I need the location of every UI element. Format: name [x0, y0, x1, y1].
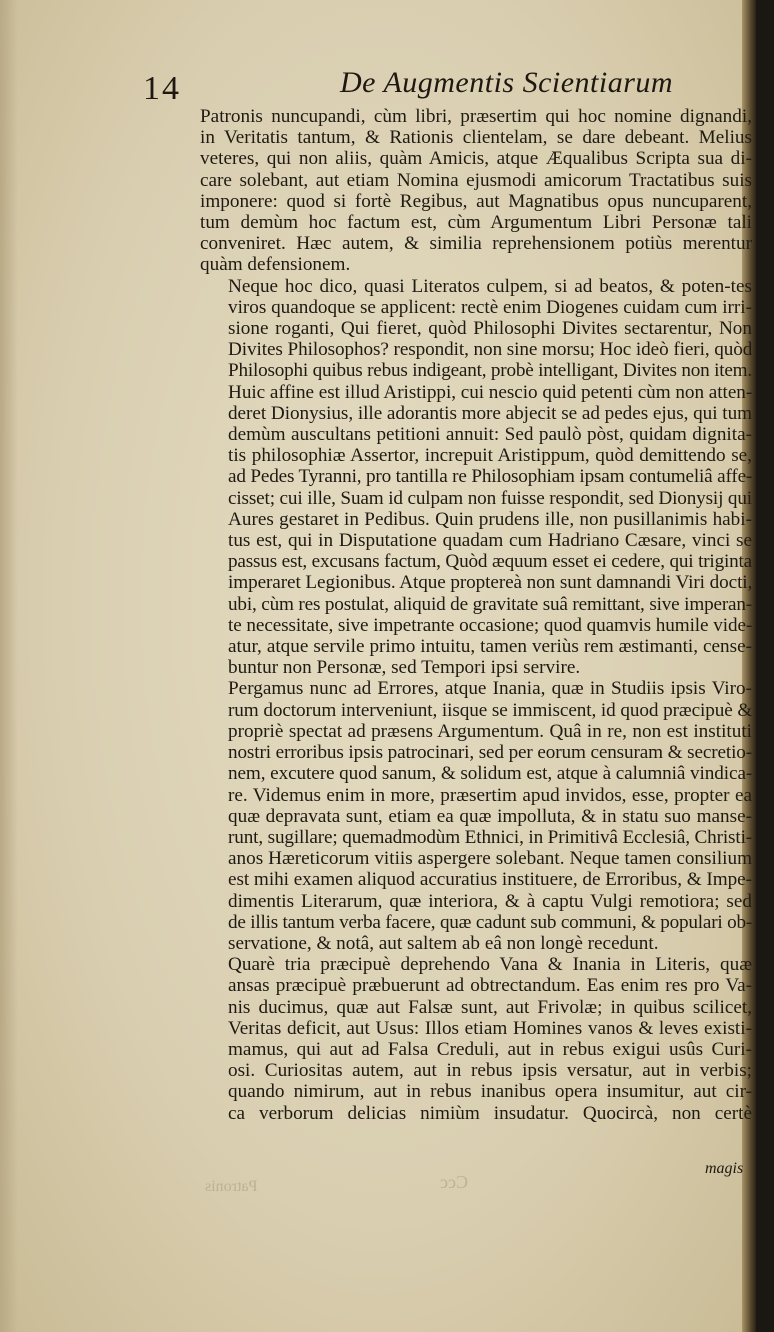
text-line: sione roganti, Qui fieret, quòd Philosophi Divites sectarentur, Non: [228, 318, 752, 340]
running-title: De Augmentis Scientiarum: [340, 66, 674, 99]
catchword: magis: [705, 1160, 744, 1177]
paragraph-1: [200, 106, 752, 276]
text-line: quæ depravata sunt, etiam ea quæ impolluta, & in statu suo manse-: [228, 805, 752, 827]
text-line: mamus, qui aut ad Falsa Creduli, aut in rebus exigui usûs Curi-: [228, 1038, 752, 1060]
text-line: tus est, qui in Disputatione quadam cum Hadriano Cæsare, vinci se: [228, 530, 752, 552]
text-line: ubi, cùm res postulat, aliquid de gravitate suâ remittant, sive imperan-: [228, 593, 752, 615]
text-line: Pergamus nunc ad Errores, atque Inania, quæ in Studiis ipsis Viro-: [228, 678, 752, 700]
bleed-through-text: Patronis: [205, 1178, 258, 1195]
paragraph-4: [200, 954, 752, 1124]
text-line: servatione, & notâ, aut saltem ab eâ non longè recedunt.: [228, 932, 659, 954]
text-line: tum demùm hoc factum est, cùm Argumentum Libri Personæ tali: [200, 212, 752, 234]
text-line: dimentis Literarum, quæ interiora, & à captu Vulgi remotiora; sed: [228, 890, 752, 912]
text-line: te necessitate, sive impetrante occasione; quod quamvis humile vide-: [228, 614, 753, 636]
text-line: ca verborum delicias nimiùm insudatur. Quocircà, non certè: [228, 1102, 752, 1124]
text-line: imponere: quod si fortè Regibus, aut Magnatibus opus nuncuparent,: [200, 190, 752, 212]
text-line: passus est, excusans factum, Quòd æquum esset ei cedere, qui triginta: [228, 551, 752, 573]
text-line: deret Dionysius, ille adorantis more abjecit se ad pedes ejus, qui tum: [228, 402, 752, 424]
text-line: conveniret. Hæc autem, & similia reprehensionem potiùs merentur: [200, 233, 752, 255]
text-line: est mihi examen aliquod accuratius instituere, de Erroribus, & Impe-: [228, 869, 752, 891]
text-line: veteres, qui non aliis, quàm Amicis, atque Æqualibus Scripta sua di-: [200, 148, 752, 170]
paragraph-2: [200, 276, 752, 679]
text-line: propriè spectat ad præsens Argumentum. Quâ in re, non est instituti: [228, 720, 752, 742]
page-number: 14: [143, 70, 181, 107]
text-line: Aures gestaret in Pedibus. Quin prudens ille, non pusillanimis habi-: [228, 508, 752, 530]
text-line: nem, excutere quod sanum, & solidum est, atque à calumniâ vindica-: [228, 763, 753, 785]
text-line: re. Videmus enim in more, præsertim apud invidos, esse, propter ea: [228, 784, 752, 806]
text-line: in Veritatis tantum, & Rationis clientelam, se dare debeant. Melius: [200, 127, 752, 149]
text-line: tis philosophiæ Assertor, increpuit Aristippum, quòd demittendo se,: [228, 445, 752, 467]
text-line: buntur non Personæ, sed Tempori ipsi servire.: [228, 657, 581, 679]
text-line: viros quandoque se applicent: rectè enim Diogenes cuidam cum irri-: [228, 296, 752, 318]
text-line: nostri erroribus ipsis patrocinari, sed per eorum censuram & secretio-: [228, 742, 752, 764]
text-line: Quarè tria præcipuè deprehendo Vana & Inania in Literis, quæ: [228, 954, 752, 976]
bleed-through-text: Ccc: [440, 1172, 468, 1192]
text-line: rum doctorum interveniunt, iisque se immiscent, id quod præcipuè &: [228, 699, 753, 721]
text-line: demùm auscultans petitioni annuit: Sed paulò pòst, quidam dignita-: [228, 424, 752, 446]
text-line: Neque hoc dico, quasi Literatos culpem, si ad beatos, & poten-tes: [228, 275, 752, 297]
text-line: quando nimirum, aut in rebus inanibus opera insumitur, aut cir-: [228, 1081, 752, 1103]
paragraph-3: [200, 678, 752, 954]
text-line: Veritas deficit, aut Usus: Illos etiam Homines vanos & leves existi-: [228, 1017, 752, 1039]
text-line: ad Pedes Tyranni, pro tantilla re Philosophiam ipsam contumeliâ affe-: [228, 466, 753, 488]
text-line: care solebant, aut etiam Nomina ejusmodi amicorum Tractatibus suis: [200, 169, 752, 191]
text-line: anos Hæreticorum vitiis aspergere solebant. Neque tamen consilium: [228, 848, 752, 870]
text-line: Divites Philosophos? respondit, non sine morsu; Hoc ideò fieri, quòd: [228, 339, 753, 361]
text-line: osi. Curiositas autem, aut in rebus ipsis versatur, aut in verbis;: [228, 1060, 752, 1082]
text-line: nis ducimus, quæ aut Falsæ sunt, aut Frivolæ; in quibus scilicet,: [228, 996, 752, 1018]
text-line: runt, sugillare; quemadmodùm Ethnici, in Primitivâ Ecclesiâ, Christi-: [228, 826, 752, 848]
text-line: de illis tantum verba facere, quæ cadunt sub communi, & populari ob-: [228, 911, 752, 933]
text-line: cisset; cui ille, Suam id culpam non fuisse respondit, sed Dionysij qui: [228, 487, 752, 509]
text-line: ansas præcipuè præbuerunt ad obtrectandum. Eas enim res pro Va-: [228, 975, 752, 997]
page-edge-shade: [0, 0, 18, 1332]
text-line: imperaret Legionibus. Atque proptereà non sunt damnandi Viri docti,: [228, 572, 753, 594]
text-line: Philosophi quibus rebus indigeant, probè intelligant, Divites non item.: [228, 360, 752, 382]
text-line: Patronis nuncupandi, cùm libri, præsertim qui hoc nomine dignandi,: [200, 106, 752, 127]
text-line: quàm defensionem.: [200, 254, 351, 276]
page-body: [200, 106, 752, 1124]
text-line: atur, atque servile primo intuitu, tamen veriùs rem æstimanti, cense-: [228, 636, 752, 658]
text-line: Huic affine est illud Aristippi, cui nescio quid petenti cùm non atten-: [228, 381, 753, 403]
